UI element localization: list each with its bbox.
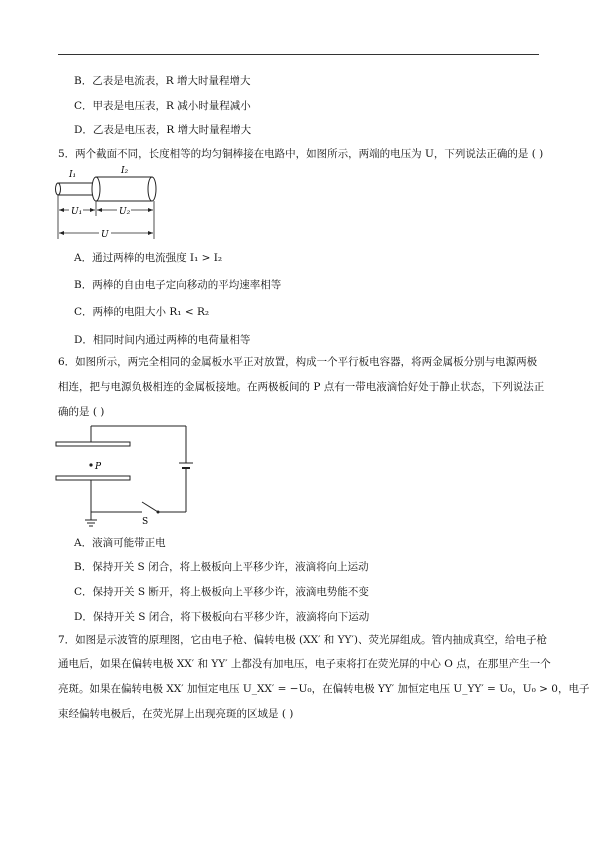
q5-figure (54, 164, 164, 242)
q5-fig-u1-label: U₁ (71, 207, 83, 217)
q5-fig-u-label: U (101, 230, 109, 240)
q5-option-a[interactable]: A．通过两棒的电流强度 I₁ > I₂ (74, 252, 223, 264)
q6-stem-line-1: 6．如图所示，两完全相同的金属板水平正对放置，构成一个平行板电容器，将两金属板分别与电源两极 (58, 356, 538, 368)
q4-option-d[interactable]: D．乙表是电压表，R 增大时量程增大 (74, 124, 252, 136)
q6-fig-s-label: S (142, 517, 149, 527)
q7-line-1: 7．如图是示波管的原理图，它由电子枪、偏转电极 (XX′ 和 YY′)、荧光屏组成。管内抽成真空，给电子枪 (58, 634, 547, 646)
q7-line-3: 亮斑。如果在偏转电极 XX′ 加恒定电压 U_XX′ = −U₀，在偏转电极 YY′ 加恒定电压 U_YY′ = U₀，U₀ > 0，电子 (58, 683, 590, 695)
q6-option-b[interactable]: B．保持开关 S 闭合，将上极板向上平移少许，液滴将向上运动 (74, 561, 369, 573)
q7-line-2: 通电后，如果在偏转电极 XX′ 和 YY′ 上都没有加电压，电子束将打在荧光屏的中心 O 点，在那里产生一个 (58, 658, 551, 670)
q4-option-b[interactable]: B．乙表是电流表，R 增大时量程增大 (74, 75, 251, 87)
q4-option-c[interactable]: C．甲表是电压表，R 减小时量程减小 (74, 100, 251, 112)
q6-stem-line-3: 确的是 ( ) (58, 406, 105, 418)
q5-fig-i1-label: I₁ (69, 170, 77, 180)
q6-option-a[interactable]: A．液滴可能带正电 (74, 537, 166, 549)
q5-option-b[interactable]: B．两棒的自由电子定向移动的平均速率相等 (74, 279, 282, 291)
q5-stem: 5．两个截面不同，长度相等的均匀铜棒接在电路中，如图所示，两端的电压为 U，下列说法正确的是 ( ) (58, 148, 544, 160)
q7-line-4: 束经偏转电极后，在荧光屏上出现亮斑的区域是 ( ) (58, 708, 294, 720)
q6-option-c[interactable]: C．保持开关 S 断开，将上极板向上平移少许，液滴电势能不变 (74, 586, 369, 598)
q6-figure (54, 420, 199, 530)
q5-option-c[interactable]: C．两棒的电阻大小 R₁ < R₂ (74, 306, 210, 318)
header-rule (58, 54, 539, 55)
droplet-point (89, 463, 92, 466)
q5-fig-i2-label: I₂ (121, 166, 129, 176)
q5-option-d[interactable]: D．相同时间内通过两棒的电荷量相等 (74, 334, 251, 346)
q5-fig-u2-label: U₂ (119, 207, 131, 217)
q6-fig-p-label: P (95, 462, 102, 472)
q6-stem-line-2: 相连，把与电源负极相连的金属板接地。在两极板间的 P 点有一带电液滴恰好处于静止状态，下列说法正 (58, 381, 545, 393)
q6-option-d[interactable]: D．保持开关 S 闭合，将下极板向右平移少许，液滴将向下运动 (74, 611, 370, 623)
